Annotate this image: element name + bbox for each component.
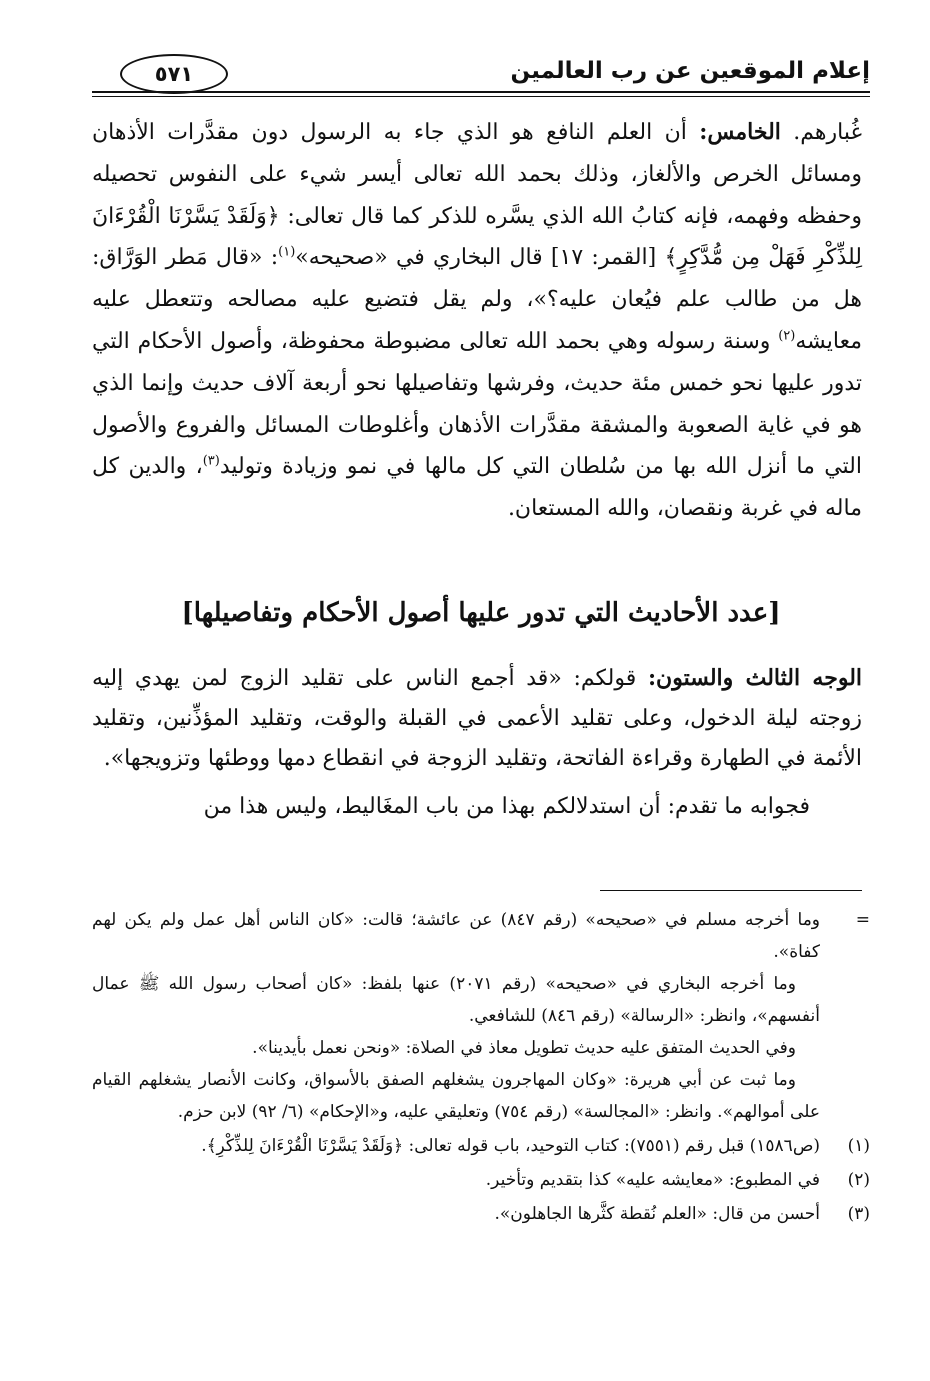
footnote-rule — [600, 890, 862, 891]
paragraph-fifth — [92, 112, 862, 530]
paragraph-text-d: وسنة رسوله وهي بحمد الله تعالى مضبوطة محفوظة، وأصول الأحكام التي تدور عليها نحو خمس مئة حديث، وفرشها وتفاصيلها نحو أربعة آلاف حديث وإنما الذي هو في غاية الصعوبة والمشقة مقدَّرات الأذهان وأغلوطات المسائل والفروع والأصول التي ما أنزل الله بها من سُلطان التي كل مالها في نمو وزيادة وتوليد — [92, 328, 862, 480]
footnote-number: (٢) — [847, 1170, 870, 1190]
paragraph-text-a: أن العلم النافع هو الذي جاء به الرسول دون مقدَّرات الأذهان ومسائل الخرص والألغاز، وذلك بحمد الله تعالى أيسر شيء على النفوس تحصيله وحفظه وفهمه، فإنه كتابُ الله الذي يسَّره للذكر كما قال تعالى: — [92, 120, 862, 229]
footnote-ref-1[interactable]: (١) — [278, 245, 296, 261]
header-rule-thin — [92, 96, 870, 97]
footnote-ref-2[interactable]: (٢) — [778, 328, 796, 344]
footnotes — [92, 904, 870, 1230]
paragraph-text: قولكم: «قد أجمع الناس على تقليد الزوج لمن يهدي إليه زوجته ليلة الدخول، وعلى تقليد الأعمى في القبلة والوقت، وتقليد المؤذِّنين، وتقليد الأئمة في الطهارة وقراءة الفاتحة، وتقليد الزوجة في انقطاع دمها ووطئها وتزويجها». — [92, 666, 862, 771]
footnote-line: وفي الحديث المتفق عليه حديث تطويل معاذ في الصلاة: «ونحن نعمل بأيدينا». — [252, 1038, 796, 1058]
paragraph-text-e: ، والدين كل ماله في غربة ونقصان، والله المستعان. — [92, 454, 862, 522]
quran-verse: ﴿وَلَقَدْ يَسَّرْنَا الْقُرْءَانَ لِلذِّكْرِ فَهَلْ مِن مُّدَّكِرٍ﴾ — [92, 203, 863, 271]
header-rule-thick — [92, 91, 870, 93]
footnote-line: وما أخرجه مسلم في «صحيحه» (رقم ٨٤٧) عن عائشة؛ قالت: «كان الناس أهل عمل ولم يكن لهم كفاة». — [92, 910, 821, 962]
footnote-number: (١) — [847, 1136, 870, 1156]
footnote-text: (ص١٥٨٦) قبل رقم (٧٥٥١): كتاب التوحيد، باب قوله تعالى: ﴿وَلَقَدْ يَسَّرْنَا الْقُرْءَانَ لِلذِّكْرِ﴾. — [201, 1136, 820, 1156]
paragraph-lead: غُبارهم. — [793, 120, 862, 145]
footnote-text: في المطبوع: «معايشه عليه» كذا بتقديم وتأخير. — [485, 1170, 820, 1190]
paragraph-answer — [92, 787, 862, 827]
footnote-1 — [92, 1130, 870, 1162]
main-text-upper — [92, 112, 862, 530]
footnote-line: وما أخرجه البخاري في «صحيحه» (رقم ٢٠٧١) عنها بلفظ: «كان أصحاب رسول الله ﷺ عمال أنفسهم»، وانظر: «الرسالة» (رقم ٨٤٦) للشافعي. — [92, 974, 820, 1026]
paragraph-text: فجوابه ما تقدم: أن استدلالكم بهذا من باب المغَاليط، وليس هذا من — [203, 794, 810, 819]
continuation-mark: = — [855, 910, 870, 930]
footnote-2 — [92, 1164, 870, 1196]
footnote-number: (٣) — [847, 1204, 870, 1224]
paragraph-label: الخامس: — [699, 119, 781, 145]
paragraph-text-c: : «قال مَطر الوَرَّاق: هل من طالب علم فيُعان عليه؟»، ولم يقل فتضيع عليه مصالحه وتتعطل عليه معايشه — [92, 245, 862, 354]
footnote-ref-3[interactable]: (٣) — [202, 454, 220, 470]
footnote-continuation — [92, 904, 870, 1128]
paragraph-label: الوجه الثالث والستون: — [647, 665, 863, 691]
paragraph-text-b: [القمر: ١٧] قال البخاري في «صحيحه» — [295, 245, 657, 271]
book-title: إعلام الموقعين عن رب العالمين — [510, 58, 870, 84]
page-number: ٥٧١ — [120, 54, 228, 94]
running-header — [92, 52, 870, 92]
main-text-lower — [92, 658, 862, 827]
footnote-line: وما ثبت عن أبي هريرة: «وكان المهاجرون يشغلهم الصفق بالأسواق، وكانت الأنصار يشغلهم القيام على أموالهم». وانظر: «المجالسة» (رقم ٧٥٤) وتعليقي عليه، و«الإحكام» (٦/ ٩٢) لابن حزم. — [92, 1070, 820, 1122]
paragraph-sixty-third — [92, 658, 862, 779]
section-heading: [عدد الأحاديث التي تدور عليها أصول الأحكام وتفاصيلها] — [181, 598, 781, 628]
footnote-3 — [92, 1198, 870, 1230]
footnote-text: أحسن من قال: «العلم نُقطة كثَّرها الجاهلون». — [494, 1204, 820, 1224]
